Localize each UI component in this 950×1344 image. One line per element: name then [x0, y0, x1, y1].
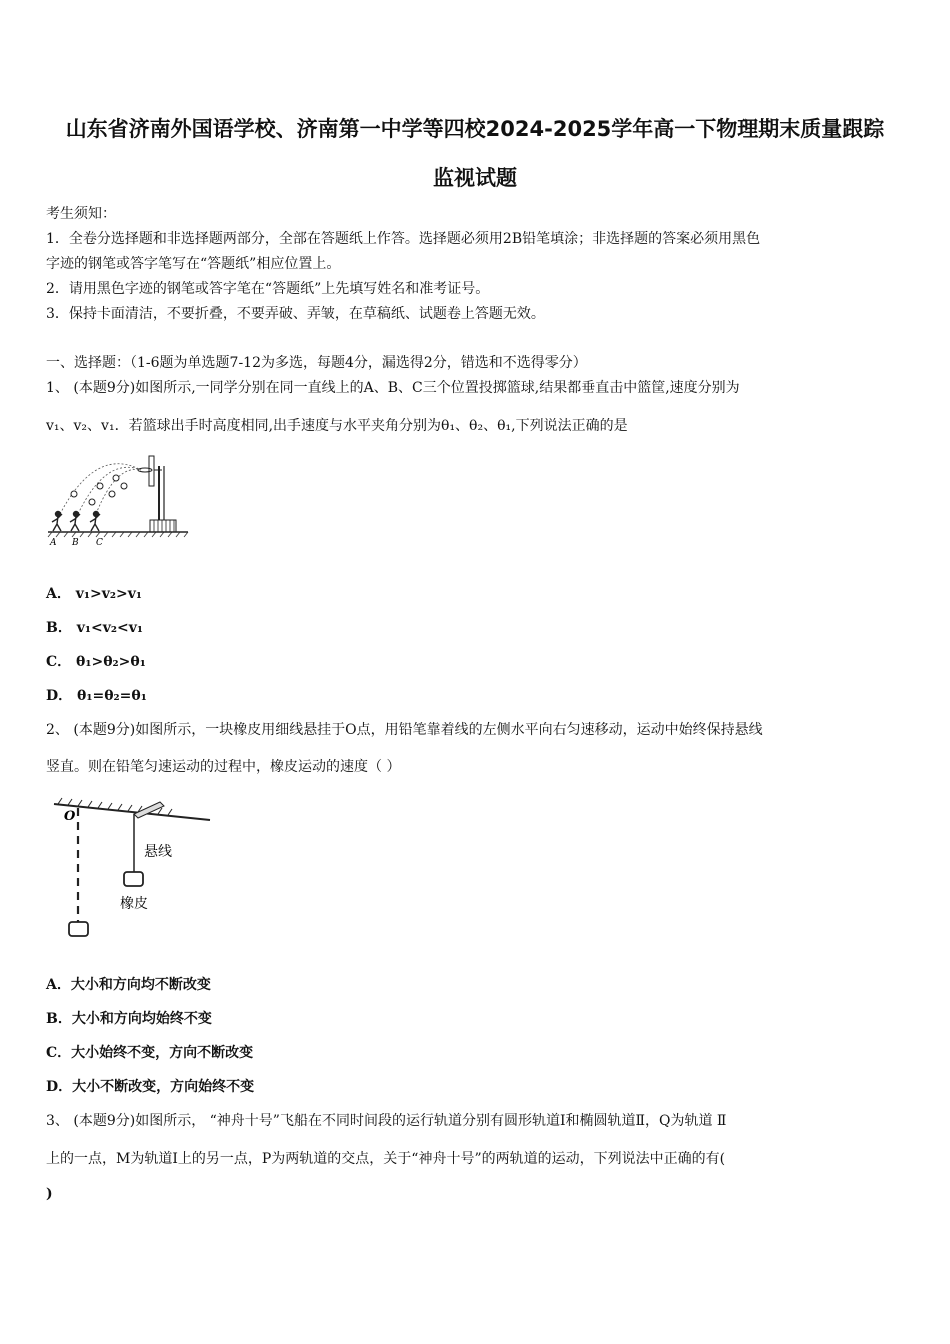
page-title-line1: 山东省济南外国语学校、济南第一中学等四校2024-2025学年高一下物理期末质量跟踪: [65, 117, 885, 141]
question-2-line1: 2、 (本题9分)如图所示，一块橡皮用细线悬挂于O点，用铅笔靠着线的左侧水平向右匀速移动，运动中始终保持悬线: [46, 722, 763, 738]
point-o-label: O: [64, 809, 76, 824]
q1-option-b: B． v₁<v₂<v₁: [46, 620, 143, 636]
q1-option-d: D． θ₁=θ₂=θ₁: [46, 688, 147, 704]
question-1-line2: v₁、v₂、v₁．若篮球出手时高度相同,出手速度与水平夹角分别为θ₁、θ₂、θ₁,下列说法正确的是: [46, 418, 628, 434]
eraser-label: 橡皮: [120, 896, 148, 912]
q1-option-c: C． θ₁>θ₂>θ₁: [46, 654, 146, 670]
position-label-a: A: [50, 538, 57, 548]
question-1-line1: 1、 (本题9分)如图所示,一同学分别在同一直线上的A、B、C三个位置投掷篮球,结果都垂直击中篮筐,速度分别为: [46, 380, 740, 396]
q2-option-d: D．大小不断改变，方向始终不变: [46, 1079, 255, 1095]
basketball-figure: [46, 448, 191, 548]
thread-label: 悬线: [144, 844, 172, 860]
notice-item-1b: 字迹的钢笔或答字笔写在“答题纸”相应位置上。: [46, 256, 341, 272]
q1-option-a: A． v₁>v₂>v₁: [46, 586, 142, 602]
notice-heading: 考生须知：: [46, 206, 116, 222]
q2-option-c: C．大小始终不变，方向不断改变: [46, 1045, 254, 1061]
notice-item-2: 2．请用黑色字迹的钢笔或答字笔在“答题纸”上先填写姓名和准考证号。: [46, 281, 490, 297]
notice-item-3: 3．保持卡面清洁，不要折叠，不要弄破、弄皱，在草稿纸、试题卷上答题无效。: [46, 306, 545, 322]
question-2-line2: 竖直。则在铅笔匀速运动的过程中，橡皮运动的速度（ ）: [46, 759, 401, 775]
question-3-line3: ): [46, 1186, 53, 1202]
position-label-c: C: [96, 538, 103, 548]
q2-option-a: A．大小和方向均不断改变: [46, 977, 211, 993]
eraser-figure: [50, 790, 215, 950]
question-3-line1: 3、 (本题9分)如图所示， “神舟十号”飞船在不同时间段的运行轨道分别有圆形轨道Ⅰ和椭圆轨道Ⅱ，Q为轨道 Ⅱ: [46, 1113, 727, 1129]
position-label-b: B: [72, 538, 79, 548]
page-title-line2: 监视试题: [433, 166, 517, 190]
notice-item-1a: 1．全卷分选择题和非选择题两部分，全部在答题纸上作答。选择题必须用2B铅笔填涂；非选择题的答案必须用黑色: [46, 231, 761, 247]
q2-option-b: B．大小和方向均始终不变: [46, 1011, 212, 1027]
question-3-line2: 上的一点，M为轨道Ⅰ上的另一点，P为两轨道的交点，关于“神舟十号”的两轨道的运动，下列说法中正确的有(: [46, 1151, 726, 1167]
section-heading: 一、选择题：（1-6题为单选题7-12为多选，每题4分，漏选得2分，错选和不选得零分）: [46, 355, 587, 371]
